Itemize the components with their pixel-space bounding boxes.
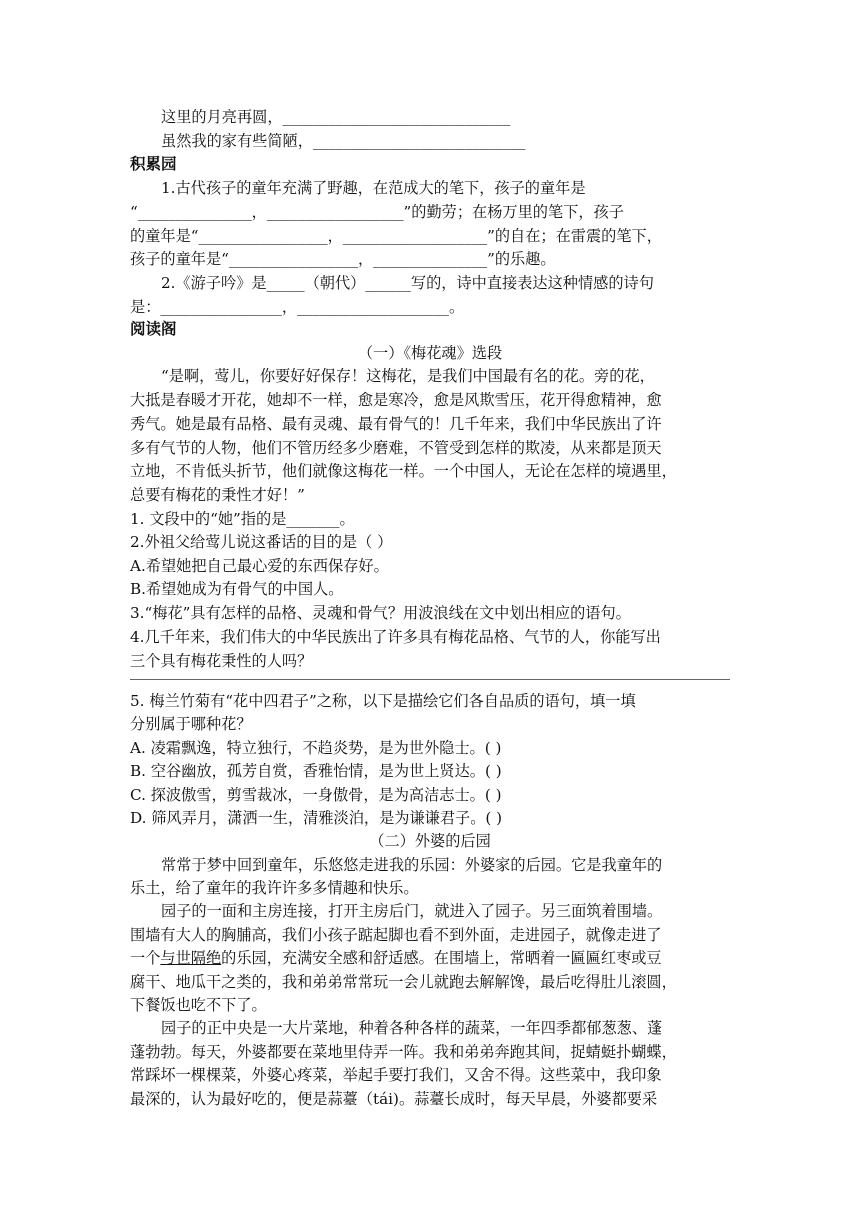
part1-question-3: 3.“梅花”具有怎样的品格、灵魂和骨气？用波浪线在文中划出相应的语句。: [130, 604, 631, 622]
part1-question-5-option-d: D. 筛风弄月，潇洒一生，清雅淡泊，是为谦谦君子。( ): [130, 809, 503, 827]
part1-question-2: 2.外祖父给莺儿说这番话的目的是（ ）: [130, 533, 393, 551]
line3-prefix: 一个: [130, 949, 161, 967]
poem-line-1: 这里的月亮再圆，______________________________: [161, 108, 511, 126]
passage2-p1-line-2: 乐土，给了童年的我许许多多情趣和快乐。: [130, 879, 419, 897]
q1-line-2: “_______________，__________________”的勤劳；在杨万里的笔下，孩子: [130, 203, 624, 221]
passage2-p3-line-2: 蓬勃勃。每天，外婆都要在菜地里侍弄一阵。我和弟弟奔跑其间，捉蜻蜓扑蝴蝶，: [130, 1043, 677, 1061]
part2-title: （二）外婆的后园: [369, 832, 491, 850]
q2-line-2: 是：________________，____________________。: [130, 298, 465, 316]
answer-line: [130, 679, 730, 680]
passage2-p3-line-3: 常踩坏一棵棵菜，外婆心疼菜，举起手要打我们，又舍不得。这些菜中，我印象: [130, 1066, 662, 1084]
q1-line-1: 1.古代孩子的童年充满了野趣，在范成大的笔下，孩子的童年是: [161, 179, 586, 197]
part1-question-5-option-c: C. 探波傲雪，剪雪裁冰，一身傲骨，是为高洁志士。( ): [130, 786, 502, 804]
q2-line-1: 2.《游子吟》是_____（朝代）______写的，诗中直接表达这种情感的诗句: [161, 274, 654, 292]
line3-suffix: 的乐园，充满安全感和舒适感。在围墙上，常晒着一匾匾红枣或豆: [221, 949, 662, 967]
section-heading-jileiyuan: 积累园: [130, 155, 177, 173]
part1-question-5-line-2: 分别属于哪种花？: [130, 715, 252, 733]
passage1-line-1: “是啊，莺儿，你要好好保存！这梅花，是我们中国最有名的花。旁的花，: [161, 367, 655, 385]
part1-question-4-line-1: 4.几千年来，我们伟大的中华民族出了许多具有梅花品格、气节的人，你能写出: [130, 628, 661, 646]
part1-title: （一）《梅花魂》选段: [357, 344, 503, 362]
passage1-line-6: 总要有梅花的秉性才好！”: [130, 486, 305, 504]
part1-question-5-option-b: B. 空谷幽放，孤芳自赏，香雅怡情，是为世上贤达。( ): [130, 762, 502, 780]
q1-line-4: 孩子的童年是“_________________，_______________”的乐趣。: [130, 250, 556, 268]
passage1-line-2: 大抵是春暖才开花，她却不一样，愈是寒冷，愈是风欺雪压，花开得愈精神，愈: [130, 391, 662, 409]
passage1-line-4: 多有气节的人物，他们不管历经多少磨难，不管受到怎样的欺凌，从来都是顶天: [130, 439, 662, 457]
q1-line-3: 的童年是“_________________，___________________”的自在；在雷震的笔下，: [130, 227, 662, 245]
passage2-p3-line-1: 园子的正中央是一大片菜地，种着各种各样的蔬菜，一年四季都郁葱葱、蓬: [161, 1019, 663, 1037]
passage2-p1-line-1: 常常于梦中回到童年，乐悠悠走进我的乐园：外婆家的后园。它是我童年的: [161, 856, 663, 874]
poem-line-2: 虽然我的家有些简陋，____________________________: [161, 132, 526, 150]
part1-question-1: 1. 文段中的“她”指的是_______。: [130, 510, 355, 528]
part1-question-5-option-a: A. 凌霜飘逸，特立独行，不趋炎势，是为世外隐士。( ): [130, 739, 502, 757]
passage2-p2-line-4: 腐干、地瓜干之类的，我和弟弟常常玩一会儿就跑去解解馋，最后吃得肚儿滚圆，: [130, 973, 677, 991]
passage2-p3-line-4: 最深的，认为最好吃的，便是蒜薹（tái)。蒜薹长成时，每天早晨，外婆都要采: [130, 1090, 658, 1108]
part1-question-5-line-1: 5. 梅兰竹菊有“花中四君子”之称，以下是描绘它们各自品质的语句，填一填: [130, 692, 636, 710]
passage1-line-5: 立地，不肯低头折节，他们就像这梅花一样。一个中国人，无论在怎样的境遇里，: [130, 462, 677, 480]
part1-question-2-option-a: A.希望她把自己最心爱的东西保存好。: [130, 557, 389, 575]
underlined-phrase: 与世隔绝: [160, 949, 222, 967]
passage1-line-3: 秀气。她是最有品格、最有灵魂、最有骨气的！几千年来，我们中华民族出了许: [130, 415, 662, 433]
section-heading-yueduge: 阅读阁: [130, 320, 177, 338]
passage2-p2-line-3: [130, 947, 730, 969]
passage2-p2-line-5: 下餐饭也吃不下了。: [130, 996, 267, 1014]
passage2-p2-line-2: 围墙有大人的胸脯高，我们小孩子踮起脚也看不到外面，走进园子，就像走进了: [130, 926, 662, 944]
passage2-p2-line-1: 园子的一面和主房连接，打开主房后门，就进入了园子。另三面筑着围墙。: [161, 902, 663, 920]
part1-question-4-line-2: 三个具有梅花秉性的人吗？: [130, 652, 313, 670]
part1-question-2-option-b: B.希望她成为有骨气的中国人。: [130, 580, 344, 598]
